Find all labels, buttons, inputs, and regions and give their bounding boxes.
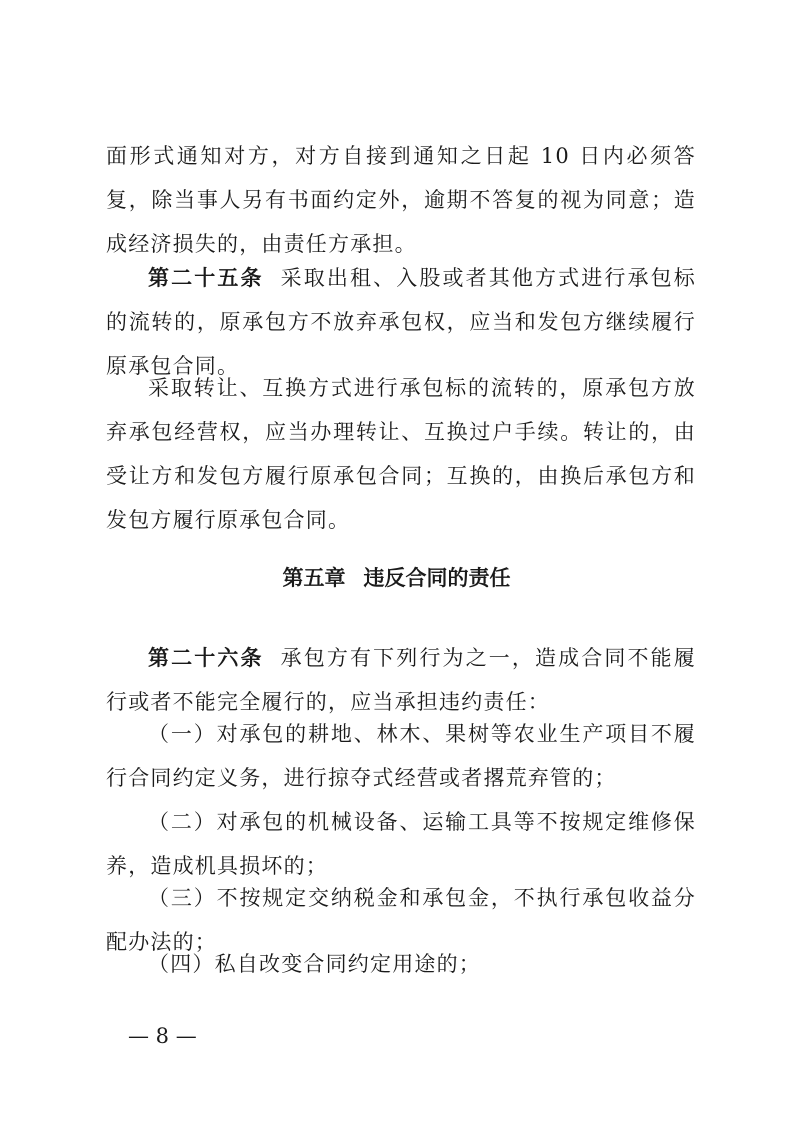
article-25-text: 采取出租、入股或者其他方式进行承包标的流转的，原承包方不放弃承包权，应当和发包方继续履行原承包合同。 bbox=[106, 266, 696, 378]
paragraph-transfer-exchange: 采取转让、互换方式进行承包标的流转的，原承包方放弃承包经营权，应当办理转让、互换过户手续。转让的，由受让方和发包方履行原承包合同；互换的，由换后承包方和发包方履行原承包合同。 bbox=[106, 376, 696, 532]
article-26-label: 第二十六条 bbox=[148, 646, 264, 670]
paragraph-continuation: 面形式通知对方，对方自接到通知之日起 10 日内必须答复，除当事人另有书面约定外，逾期不答复的视为同意；造成经济损失的，由责任方承担。 bbox=[106, 144, 696, 256]
list-item-1: （一）对承包的耕地、林木、果树等农业生产项目不履行合同约定义务，进行掠夺式经营或者撂荒弃管的； bbox=[106, 722, 696, 790]
list-item-2: （二）对承包的机械设备、运输工具等不按规定维修保养，造成机具损坏的； bbox=[106, 810, 696, 878]
list-item-4: （四）私自改变合同约定用途的； bbox=[148, 952, 481, 976]
paragraph-article-26 bbox=[106, 636, 696, 724]
article-25-label: 第二十五条 bbox=[148, 266, 264, 290]
article-26-text: 承包方有下列行为之一，造成合同不能履行或者不能完全履行的，应当承担违约责任： bbox=[106, 646, 696, 714]
chapter-title: 违反合同的责任 bbox=[363, 566, 511, 590]
list-item-3: （三）不按规定交纳税金和承包金，不执行承包收益分配办法的； bbox=[106, 886, 696, 954]
page-number: — 8 — bbox=[128, 1024, 197, 1048]
chapter-heading bbox=[0, 562, 793, 594]
chapter-number: 第五章 bbox=[282, 566, 346, 590]
